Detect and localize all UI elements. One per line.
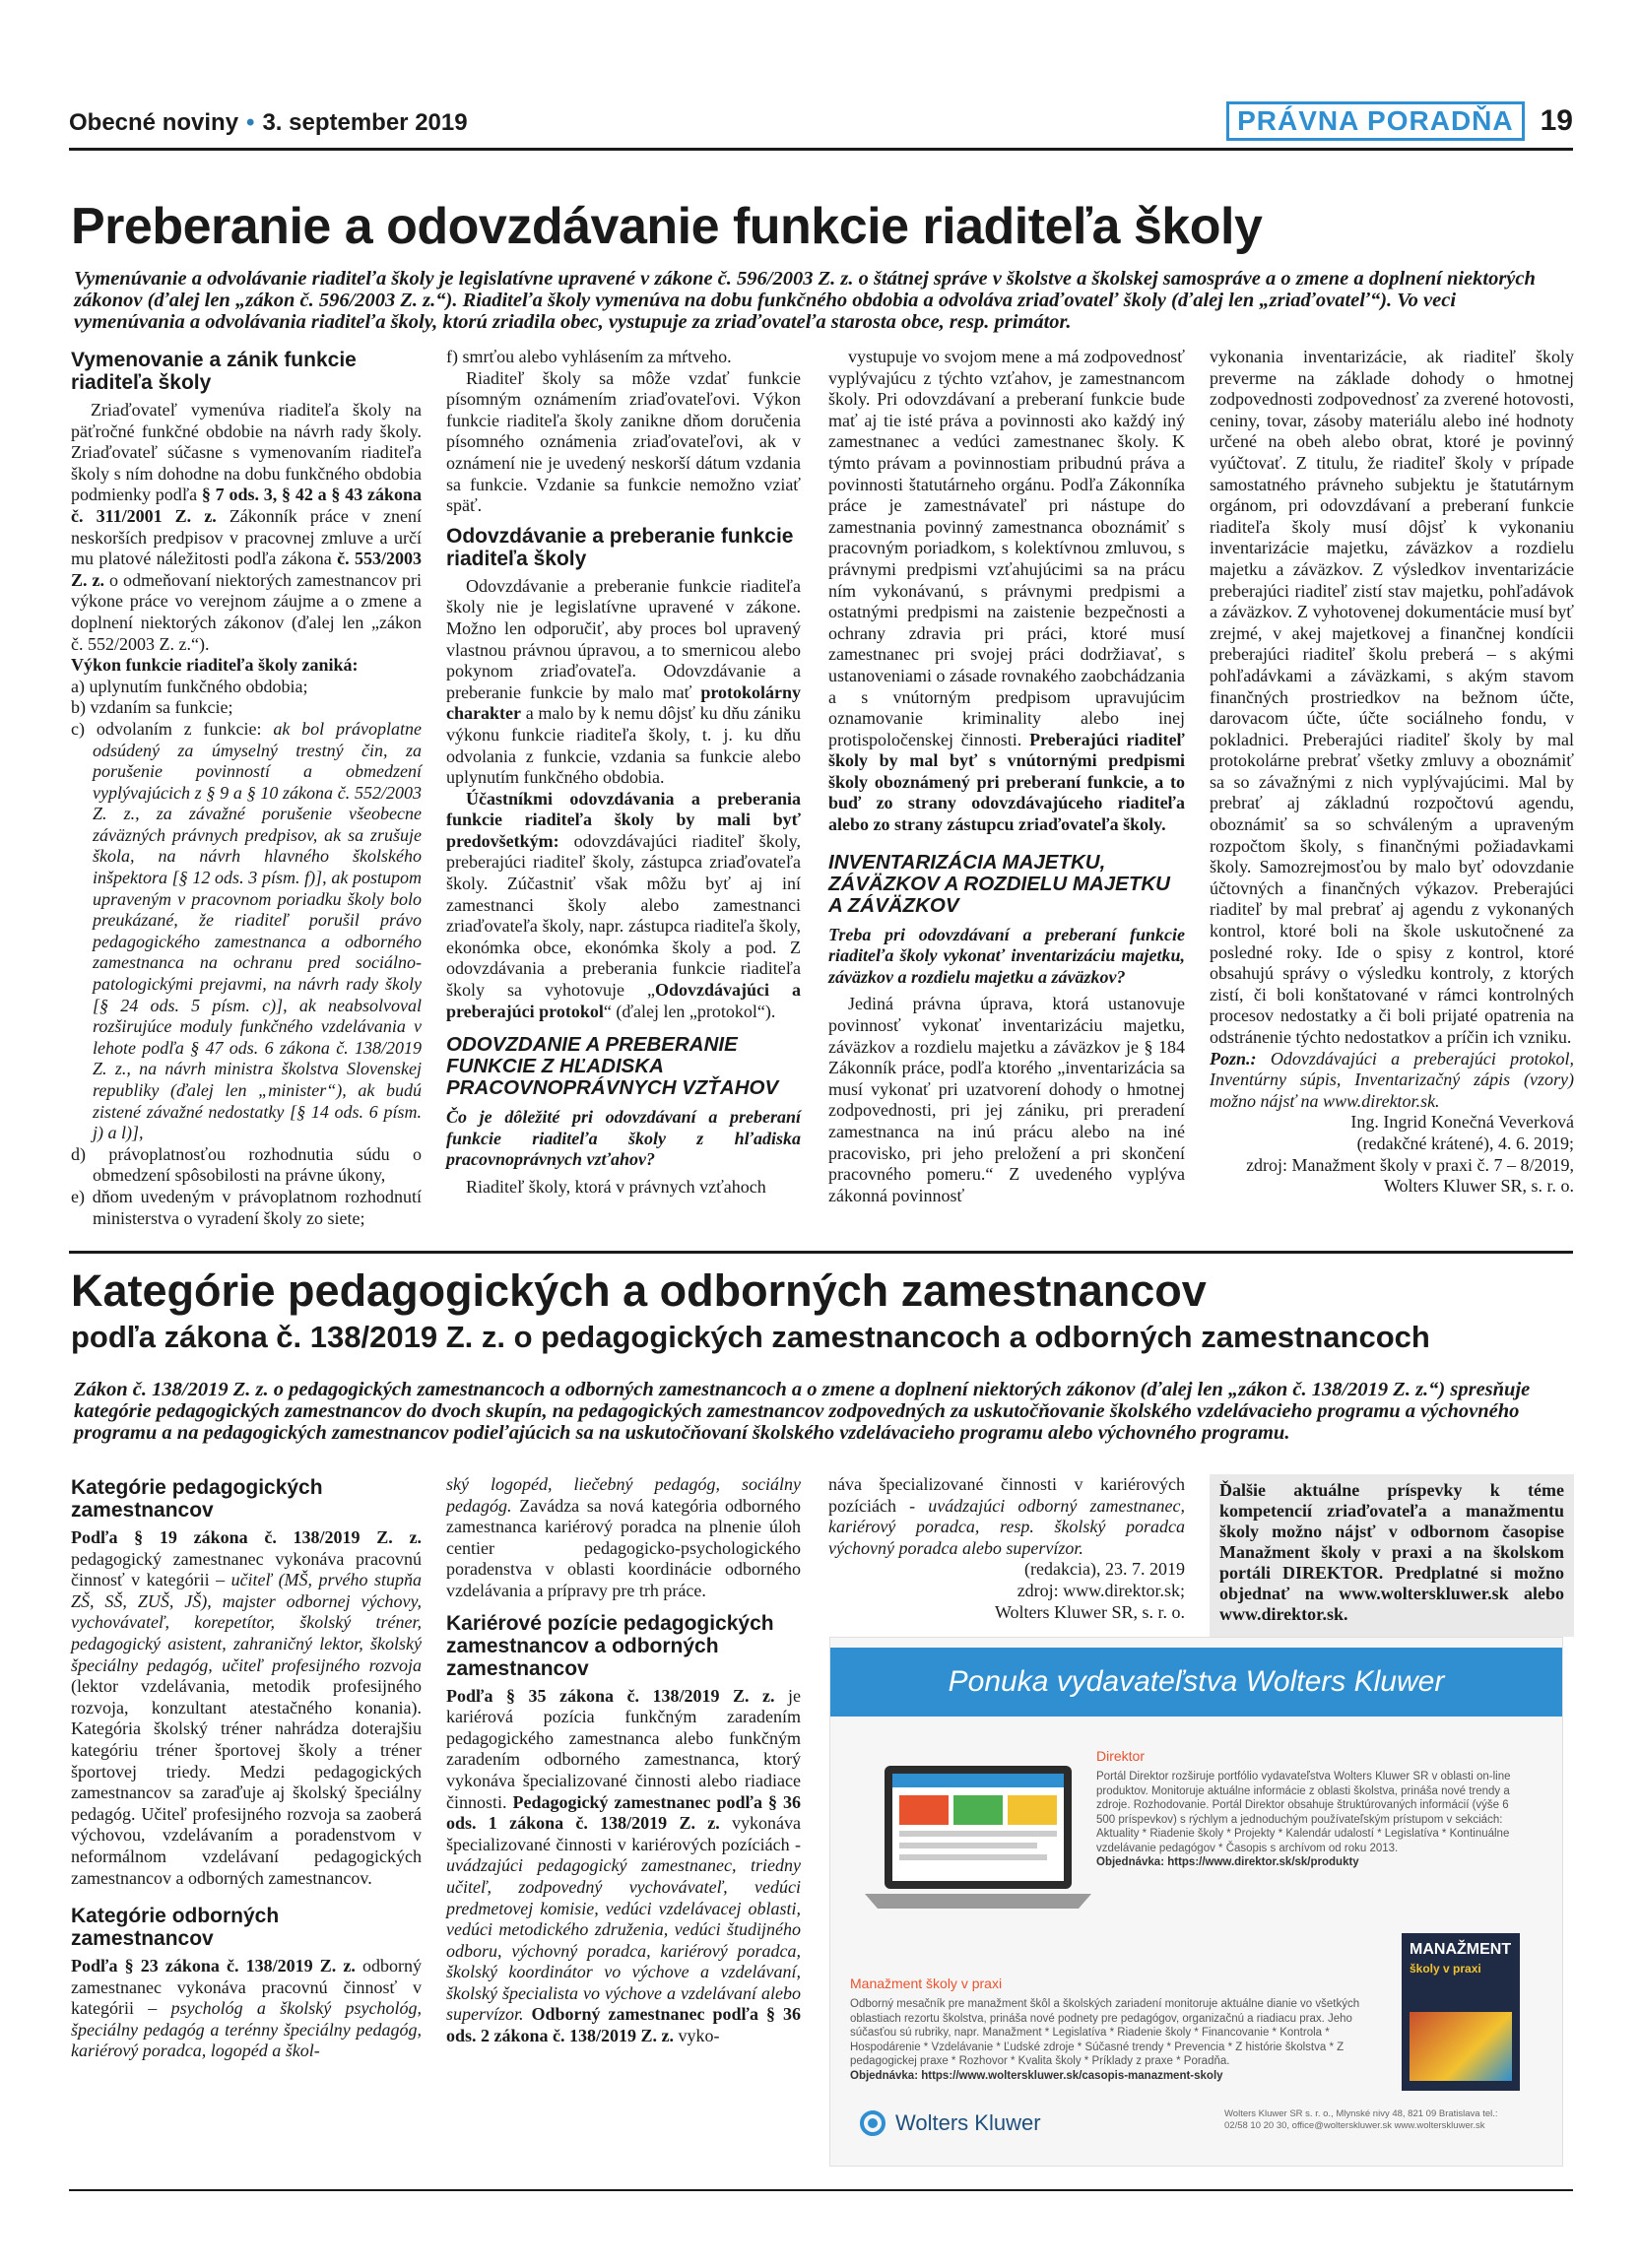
a2c1-heading: Kategórie pedagogických zamestnancov <box>71 1476 323 1522</box>
text-italic: uvádzajúci pedagogický zamestnanec, triedny učiteľ, zodpovedný vychovávateľ, vedúci predmetovej komisie, vedúci vzdelávacej oblasti, vedúci metodického združenia, vedúci študijného odboru, výchovný poradca, kariérový poradca, školský koordinátor vo výchove a vzdelávaní, školský špecialista vo výchove a vzdelávaní alebo supervízor. <box>446 1855 801 2025</box>
article1-lead: Vymenúvanie a odvolávanie riaditeľa školy je legislatívne upravené v zákone č. 596/2003 Z. z. o štátnej správe v školstve a školskej samospráve a o zmene a doplnení niektorých zákonov (ďalej len „zákon č. 596/2003 Z. z.“). Riaditeľa školy vymenúva na dobu funkčného obdobia a odvoláva zriaďovateľ školy (ďalej len „zriaďovateľ“). Vo veci vymenúvania a odvolávania riaditeľa školy, ktorú zriadila obec, vystupuje za zriaďovateľa starosta obce, resp. primátor. <box>74 268 1536 333</box>
a1c3-heading: INVENTARIZÁCIA MAJETKU, ZÁVÄZKOV A ROZDIELU MAJETKU A ZÁVÄZKOV <box>828 850 1170 917</box>
a1c1-para1 <box>71 400 422 655</box>
text: Odovzdávanie a preberanie funkcie riaditeľa školy nie je legislatívne upravené v zákone. Možno len odporučiť, aby proces bol upravený vlastnou právnou úpravou, a to smernicou alebo pokynom zriaďovateľa. Odovzdávanie a preberanie funkcie by malo mať <box>446 575 801 702</box>
article2-subtitle: podľa zákona č. 138/2019 Z. z. o pedagogických zamestnancoch a odborných zamestnancoch <box>71 1320 1430 1354</box>
ad-banner-text: Ponuka vydavateľstva Wolters Kluwer <box>948 1665 1445 1698</box>
a1c4-source: zdroj: Manažment školy v praxi č. 7 – 8/2019, <box>1246 1154 1574 1175</box>
text-bold: protokolárny charakter <box>446 681 801 724</box>
a2c2-para1 <box>446 1474 801 1602</box>
a2c1-para1 <box>71 1527 422 1889</box>
a1c3-para1 <box>828 347 1185 836</box>
text-bold: Pedagogický zamestnanec podľa § 36 ods. 1 zákona č. 138/2019 Z. z. <box>446 1791 801 1834</box>
a1c2-item-f: f) smrťou alebo vyhlásením za mŕtveho. <box>446 347 732 366</box>
article2-title: Kategórie pedagogických a odborných zamestnancov <box>71 1265 1207 1316</box>
list-item: e) dňom uvedeným v právoplatnom rozhodnutí ministerstva o vyradení školy zo siete; <box>71 1186 422 1228</box>
article1-col4 <box>1210 347 1574 1198</box>
a1c2-para4: Riaditeľ školy, ktorá v právnych vzťahoch <box>466 1177 766 1197</box>
text: o odmeňovaní niektorých zamestnancov pri výkone práce vo verejnom záujme a o zmene a doplnení niektorých zákonov (ďalej len „zákon č. 552/2003 Z. z.“). <box>71 569 422 654</box>
magazine-cover <box>1402 1933 1520 2091</box>
article1-col1 <box>71 347 422 1229</box>
wk-logo-text: Wolters Kluwer <box>895 2110 1041 2135</box>
magazine-cover-title: MANAŽMENT <box>1410 1941 1512 1958</box>
text-italic: ský logopéd, liečebný pedagóg, sociálny pedagóg. <box>446 1474 801 1516</box>
header-rule <box>69 148 1573 151</box>
a1c1-heading: Vymenovanie a zánik funkcie riaditeľa školy <box>71 349 357 394</box>
article2-lead: Zákon č. 138/2019 Z. z. o pedagogických zamestnancoch a odborných zamestnancoch a o zmene a doplnení niektorých zákonov (ďalej len „zákon č. 138/2019 Z. z.“) spresňuje kategórie pedagogických zamestnancov do dvoch skupín, na pedagogických zamestnancov zodpovedných za uskutočňovanie školského vzdelávacieho programu a výchovného programu a na pedagogických zamestnancov podieľajúcich sa na uskutočňovaní školského vzdelávacieho programu alebo výchovného programu. <box>74 1379 1531 1444</box>
ad-direktor-title: Direktor <box>1096 1748 1146 1764</box>
text: pedagogický zamestnanec vykonáva pracovnú činnosť v kategórii – <box>71 1548 422 1590</box>
note-text: Odovzdávajúci a preberajúci protokol, Inventúrny súpis, Inventarizačný zápis (vzory) možno nájsť na www.direktor.sk. <box>1210 1048 1574 1111</box>
header-right <box>1226 101 1573 141</box>
advertisement[interactable] <box>829 1637 1563 2167</box>
a1c2-heading2: ODOVZDANIE A PREBERANIE FUNKCIE Z HĽADISKA PRACOVNOPRÁVNYCH VZŤAHOV <box>446 1033 779 1100</box>
ad-magazine-title: Manažment školy v praxi <box>850 1976 1003 1991</box>
text-italic: psychológ a školský psychológ, špeciálny pedagóg a terénny špeciálny pedagóg, kariérový poradca, logopéd a škol- <box>71 1998 422 2061</box>
ad-banner <box>830 1648 1562 1717</box>
paper-name: Obecné noviny <box>69 109 239 136</box>
ad-direktor-text <box>1096 1770 1530 1870</box>
text: vyko- <box>674 2026 720 2046</box>
a1c2-heading: Odovzdávanie a preberanie funkcie riaditeľa školy <box>446 524 794 570</box>
ad-direktor-link[interactable]: Objednávka: https://www.direktor.sk/sk/produkty <box>1096 1856 1359 1868</box>
a1c1-list-title: Výkon funkcie riaditeľa školy zaniká: <box>71 655 359 676</box>
a1c2-para2 <box>446 576 801 789</box>
text: c) odvolaním z funkcie: <box>71 718 274 739</box>
a2c3-author: (redakcia), 23. 7. 2019 <box>1024 1559 1185 1580</box>
a2c3-para1 <box>828 1474 1185 1559</box>
magazine-cover-subtitle: školy v praxi <box>1410 1962 1481 1976</box>
article-separator <box>69 1251 1573 1254</box>
text-italic: ak bol právoplatne odsúdený za úmyselný trestný čin, za porušenie povinností a obmedzení vyplývajúcich z § 9 a § 10 zákona č. 552/2003 Z. z., za závažné porušenie všeobecne záväzných právnych predpisov, ak sa zrušuje škola, na návrh hlavného školského inšpektora [§ 12 ods. 3 písm. f)], ak postupom upraveným v pracovnom poriadku školy bolo preukázané, že riaditeľ porušil právo pedagogického zamestnanca a odborného zamestnanca na ochranu pred sociálno-patologickými prejavmi, na návrh rady školy [§ 24 ods. 5 písm. c)], ak neabsolvoval rozširujúce moduly funkčného vzdelávania v lehote podľa § 47 ods. 6 zákona č. 138/2019 Z. z., na návrh ministra školstva Slovenskej republiky (ďalej len „minister“), ak budú zistené závažné nedostatky [§ 14 ods. 6 písm. j) a l)], <box>93 718 422 1143</box>
text: (lektor vzdelávania, metodik profesijného rozvoja, konzultant atestačného konania). Kategória školský tréner nahrádza doterajšiu kategóriu tréner športovej školy a tréner športovej triedy. Medzi pedagogických zamestnancov sa zaraďuje aj školský špeciálny pedagóg. Učiteľ profesijného rozvoja sa zaoberá výchovou, vzdelávaním a poradenstvom v neformálnom vzdelávaní pedagogických zamestnancov a odborných zamestnancov. <box>71 1676 422 1888</box>
text-bold: Odovzdávajúci a preberajúci protokol <box>446 980 801 1021</box>
article1-col2 <box>446 347 801 1199</box>
text: “ (ďalej len „protokol“). <box>603 1001 776 1021</box>
text: Portál Direktor rozširuje portfólio vydavateľstva Wolters Kluwer SR v oblasti on-line produktov. Monitoruje aktuálne informácie z oblasti školstva, prináša nové trendy a zdroje. Rozhodovanie. Portál Direktor obsahuje štruktúrovaných informácií (výše 6 500 príspevkov) s rýchlym a jednoduchým používateľským prístupom v sekciách: Aktuality * Riadenie školy * Projekty * Kalendár udalostí * Legislatíva * Kontinuálne vzdelávanie pedagógov * Časopis s archívom od roku 2013. <box>1096 1771 1511 1854</box>
text: náva špecializované činnosti v kariérových pozíciách - <box>828 1474 1185 1516</box>
header-bullet: • <box>246 109 255 136</box>
list-item: d) právoplatnosťou rozhodnutia súdu o obmedzení spôsobilosti na právne úkony, <box>71 1143 422 1186</box>
page-header <box>69 101 1573 147</box>
text: je kariérová pozícia funkčným zaradením pedagogického zamestnanca alebo funkčným zaradením odborného zamestnanca, ktorý vykonáva špecializované činnosti alebo riadiace činnosti. <box>446 1685 801 1812</box>
text-bold: Podľa § 23 zákona č. 138/2019 Z. z. <box>71 1956 356 1976</box>
section-label: PRÁVNA PORADŇA <box>1226 101 1525 141</box>
a2c2-heading: Kariérové pozície pedagogických zamestnancov a odborných zamestnancov <box>446 1611 774 1680</box>
text: Odborný mesačník pre manažment škôl a školských zariadení monitoruje aktuálne dianie vo všetkých oblastiach rezortu školstva, prináša nové podnety pre pedagógov, organizačnú a riadiacu prax. Jeho súčasťou sú rubriky, napr. Manažment * Legislatíva * Riadenie školy * Financovanie * Kontrola * Hospodárenie * Vzdelávanie * Ľudské zdroje * Súčasné trendy * Prevencia * Z histórie školstva * Z pedagogickej praxe * Rozhovor * Kvalita školy * Príklady z praxe * Poradňa. <box>850 1998 1360 2067</box>
a2c3-publisher: Wolters Kluwer SR, s. r. o. <box>994 1601 1185 1622</box>
a2c2-para2 <box>446 1686 801 2047</box>
ad-magazine-text <box>850 1997 1382 2083</box>
text-italic: uvádzajúci odborný zamestnanec, kariérový poradca, resp. školský poradca výchovný poradca alebo supervízor. <box>828 1495 1185 1558</box>
list-item <box>71 719 422 1144</box>
text: odborný zamestnanec vykonáva pracovnú činnosť v kategórii – <box>71 1956 422 2019</box>
text: vystupuje vo svojom mene a má zodpovednosť vyplývajúcu z týchto vzťahov, je zamestnancom školy. Pri odovzdávaní a preberaní funkcie bude mať aj tie isté práva a povinnosti ako každý iný zamestnanec a vedúci zamestnanec školy. K týmto právam a povinnostiam pribudnú práva a povinnosti štatutárneho orgánu. Podľa Zákonníka práce je zamestnávateľ pri nástupe do zamestnania povinný zamestnanca oboznámiť s pracovným poriadkom, s kolektívnou zmluvou, s právnymi predpismi vzťahujúcimi sa na prácu ním vykonávanú, s právnymi predpismi a ostatnými predpismi na zaistenie bezpečnosti a ochrany zdravia pri práci, ktoré musí zamestnanec pri svojej práci dodržiavať, s ustanoveniami o zásade rovnakého zaobchádzania a s vnútorným predpisom upravujúcim oznamovanie kriminality alebo inej protispoločenskej činnosti. <box>828 347 1185 749</box>
a2c1-heading2: Kategórie odborných zamestnancov <box>71 1905 280 1951</box>
ad-magazine-link[interactable]: Objednávka: https://www.wolterskluwer.sk/casopis-manazment-skoly <box>850 2069 1223 2082</box>
a1c2-question: Čo je dôležité pri odovzdávaní a preberaní funkcie riaditeľa školy z hľadiska pracovnoprávnych vzťahov? <box>446 1107 801 1170</box>
issue-date: 3. september 2019 <box>262 109 468 136</box>
laptop-icon <box>860 1756 1096 1933</box>
a1c1-list <box>71 677 422 1229</box>
list-item: b) vzdaním sa funkcie; <box>71 697 233 718</box>
a1c4-publisher: Wolters Kluwer SR, s. r. o. <box>1383 1176 1574 1197</box>
wolters-kluwer-logo <box>860 2110 1041 2136</box>
wk-logo-icon <box>860 2110 886 2136</box>
text-bold: Podľa § 35 zákona č. 138/2019 Z. z. <box>446 1685 775 1706</box>
text-bold: č. 553/2003 Z. z. <box>71 549 422 590</box>
a1c2-para3 <box>446 789 801 1023</box>
a1c4-author: Ing. Ingrid Konečná Veverková <box>1350 1112 1574 1133</box>
a1c4-note <box>1210 1049 1574 1113</box>
text-bold: Podľa § 19 zákona č. 138/2019 Z. z. <box>71 1527 422 1547</box>
article1-col3 <box>828 347 1185 1206</box>
ad-footer: Wolters Kluwer SR s. r. o., Mlynské nivy 48, 821 09 Bratislava tel.: 02/58 10 20 30, office@wolterskluwer.sk www.wolterskluwer.sk <box>1224 2108 1498 2131</box>
note-label: Pozn.: <box>1210 1048 1257 1069</box>
text: Zákonník práce v znení neskorších predpisov v pracovnej zmluve a určí mu platové náležitosti podľa zákona <box>71 505 422 569</box>
page-number: 19 <box>1540 104 1573 137</box>
text-bold: Účastníkmi odovzdávania a preberania funkcie riaditeľa školy by mali byť predovšetkým: <box>446 788 801 851</box>
subscription-note: Ďalšie aktuálne príspevky k téme kompetencií zriaďovateľa a manažmentu školy možno nájsť v odbornom časopise Manažment školy v praxi a na školskom portáli DIREKTOR. Predplatné si možno objednať na www.wolterskluwer.sk alebo www.direktor.sk. <box>1210 1474 1574 1637</box>
text: Zavádza sa nová kategória odborného zamestnanca kariérový poradca na plnenie úloh centier pedagogicko-psychologického poradenstva v oblasti koordinácie odborného vzdelávania a prípravy pre trh práce. <box>446 1495 801 1600</box>
a2c1-para2 <box>71 1956 422 2062</box>
bottom-rule <box>69 2189 1573 2191</box>
text: Zriaďovateľ vymenúva riaditeľa školy na päťročné funkčné obdobie na návrh rady školy. Zriaďovateľ súčasne s vymenovaním riaditeľa školy s ním dohodne na dobu funkčného obdobia podmienky podľa <box>71 400 422 505</box>
text-bold: § 7 ods. 3, § 42 a § 43 zákona č. 311/2001 Z. z. <box>71 485 422 526</box>
article1-title: Preberanie a odovzdávanie funkcie riaditeľa školy <box>71 198 1263 255</box>
text-bold: Preberajúci riaditeľ školy by mal byť s vnútornými predpismi školy oboznámený pri preberaní funkcie, a to buď zo strany odovzdávajúceho riaditeľa alebo zo strany zástupcu zriaďovateľa školy. <box>828 729 1185 835</box>
article2-col2 <box>446 1474 801 2047</box>
a2c3-source: zdroj: www.direktor.sk; <box>1017 1580 1185 1600</box>
list-item: a) uplynutím funkčného obdobia; <box>71 676 308 696</box>
text: odovzdávajúci riaditeľ školy, preberajúci riaditeľ školy, zástupca zriaďovateľa školy. Zúčastniť však môžu byť aj iní zamestnanci školy alebo zamestnanci zriaďovateľa školy, napr. zástupca riaditeľa školy, ekonómka obce, ekonómka školy a pod. Z odovzdávania a preberania funkcie riaditeľa školy sa vyhotovuje „ <box>446 830 801 1001</box>
text-italic: učiteľ (MŠ, prvého stupňa ZŠ, SŠ, ZUŠ, JŠ), majster odbornej výchovy, vychovávateľ, korepetítor, školský tréner, pedagogický asistent, zahraničný lektor, školský špeciálny pedagóg, učiteľ profesijného rozvoja <box>71 1570 422 1675</box>
text: vykonáva špecializované činnosti v kariérových pozíciách - <box>446 1813 801 1854</box>
a1c3-para2: Jediná právna úprava, ktorá ustanovuje povinnosť vykonať inventarizáciu majetku, záväzkov a rozdielu majetku a záväzkov je § 184 Zákonník práce, podľa ktorého „inventarizácia sa musí vykonať pri uzatvorení dohody o hmotnej zodpovednosti, pri jej zániku, pri preradení zamestnanca na inú prácu alebo na iné pracovisko, pri jeho preložení a pri skončení pracovného pomeru.“ Z uvedeného vyplýva zákonná povinnosť <box>828 994 1185 1205</box>
article2-col3 <box>828 1474 1185 1623</box>
a1c4-author2: (redakčné krátené), 4. 6. 2019; <box>1356 1133 1574 1153</box>
article2-col1 <box>71 1474 422 2062</box>
text-bold: Odborný zamestnanec podľa § 36 ods. 2 zákona č. 138/2019 Z. z. <box>446 2004 801 2046</box>
text: a malo by k nemu dôjsť ku dňu zániku výkonu funkcie riaditeľa školy, t. j. ku dňu odvolania z funkcie, vzdania sa funkcie alebo uplynutím funkčného obdobia. <box>446 703 801 788</box>
magazine-cover-image <box>1410 2012 1512 2081</box>
a1c2-para1: Riaditeľ školy sa môže vzdať funkcie písomným oznámením zriaďovateľovi. Výkon funkcie riaditeľa školy zanikne dňom doručenia písomného oznámenia zriaďovateľovi, ak v oznámení nie je uvedený neskorší dátum vzdania sa funkcie. Vzdanie sa funkcie nemožno vziať späť. <box>446 367 801 516</box>
a1c4-para1: vykonania inventarizácie, ak riaditeľ školy preverme na základe dohody o hmotnej zodpovednosti zodpovednosť za zverené hotovosti, ceniny, tovar, zásoby materiálu alebo iné hodnoty určené na obeh alebo obrat, ktoré je povinný vyúčtovať. Z titulu, že riaditeľ školy v prípade samostatného právneho subjektu je štatutárnym orgánom, pri odovzdávaní a preberaní funkcie riaditeľa školy musí dôjsť k vykonaniu inventarizácie majetku, záväzkov a rozdielu majetku a záväzkov. Z výsledkov inventarizácie preberajúci riaditeľ zistí stav majetku, pohľadávok a záväzkov. Z vyhotovenej dokumentácie musí byť zrejmé, v akej majetkovej a finančnej kondícii preberajúci riaditeľ školu preberá – s akými pohľadávkami a záväzkami, s akým stavom finančných prostriedkov na bežnom účte, darovacom účte, účte sociálneho fondu, v pokladnici. Preberajúci riaditeľ školy by mal protokolárne prebrať všetky zmluvy a oboznámiť sa so závažnými z nich vyplývajúcimi. Mal by prebrať aj základnú rozpočtovú agendu, oboznámiť sa so schváleným a upraveným rozpočtom školy, s finančnými požiadavkami školy. Samozrejmosťou by malo byť odovzdanie účtovných a finančných výkazov. Preberajúci riaditeľ by mal prebrať aj agendu z vykonaných kontrol, ktoré boli na škole uskutočnené za posledné roky. Ide o spisy z kontrol, ktoré obsahujú správy o výsledku kontroly, z ktorých zistí, či boli konštatované v rámci kontrolných procesov nedostatky a či boli prijaté opatrenia na odstránenie týchto nedostatkov a príčin ich vzniku. <box>1210 347 1574 1047</box>
a1c3-question: Treba pri odovzdávaní a preberaní funkcie riaditeľa školy vykonať inventarizáciu majetku, záväzkov a rozdielu majetku a záväzkov? <box>828 924 1185 987</box>
header-left <box>69 109 468 137</box>
